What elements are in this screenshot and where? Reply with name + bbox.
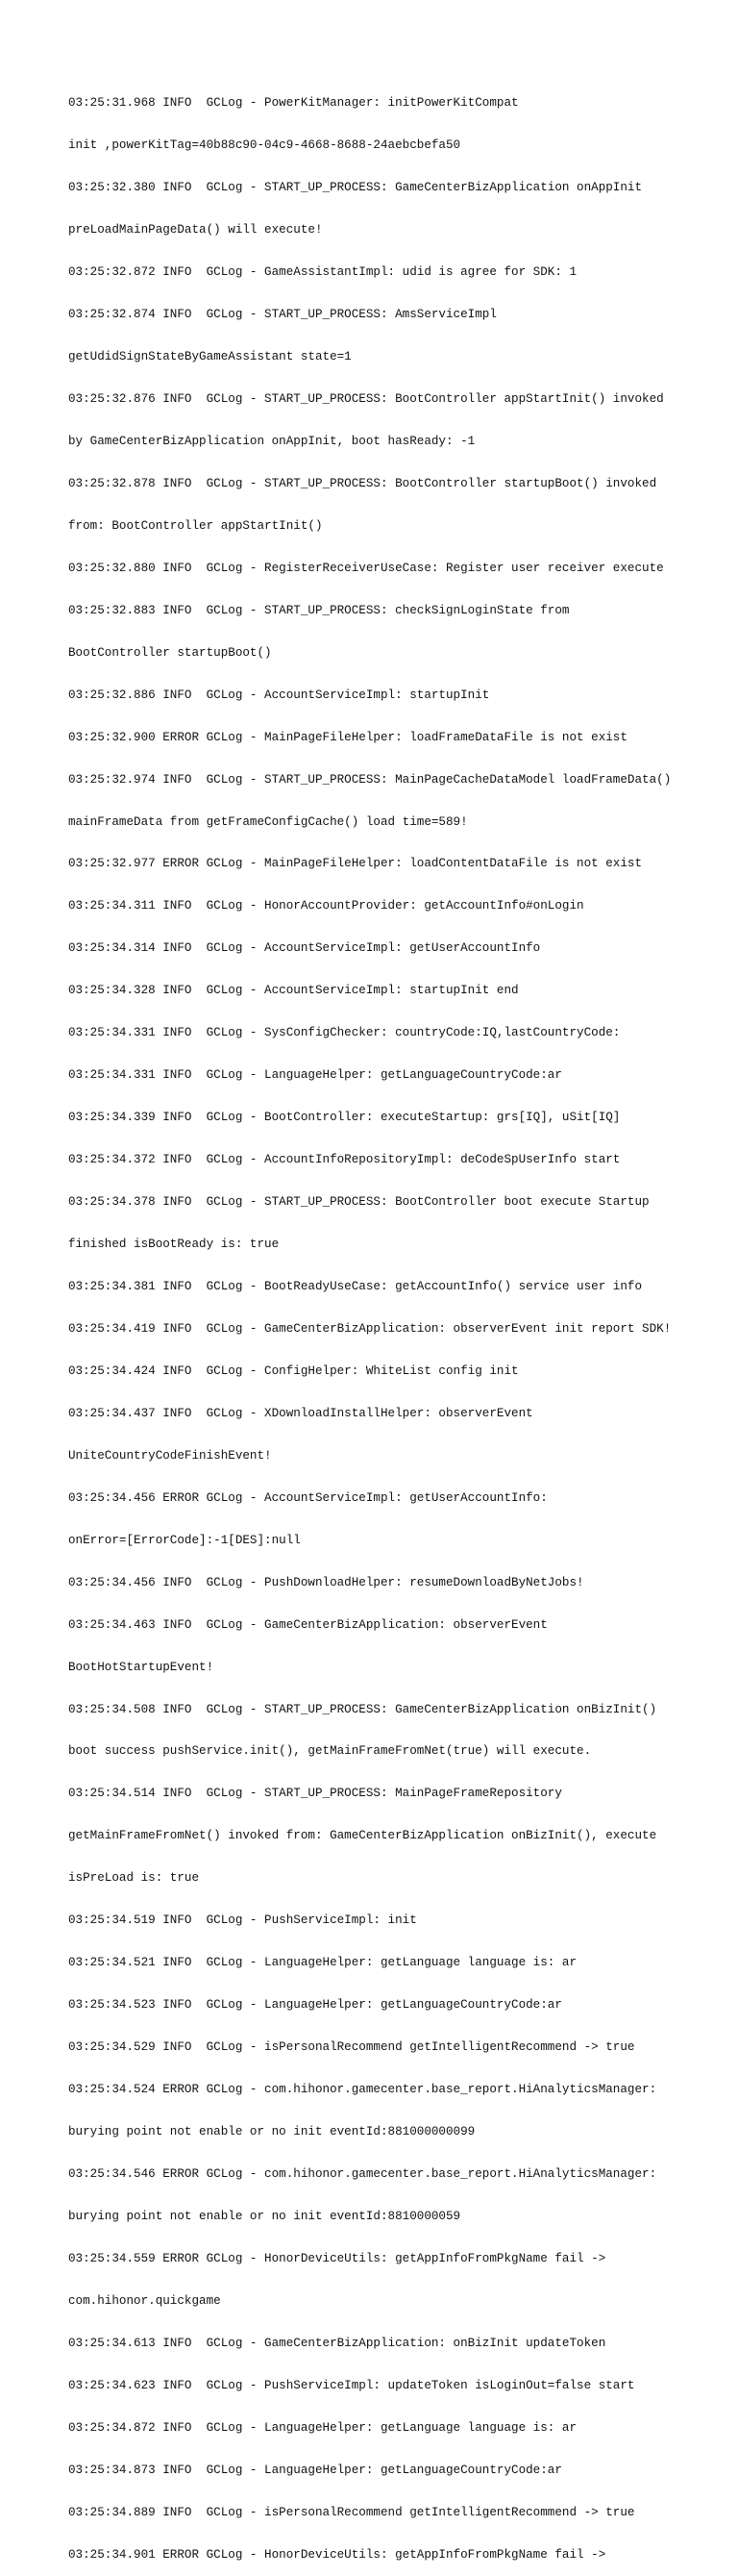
log-line: 03:25:34.872 INFO GCLog - LanguageHelper: getLanguage language is: ar: [68, 2420, 578, 2435]
log-line: 03:25:34.378 INFO GCLog - START_UP_PROCESS: BootController boot execute Startup: [68, 1195, 650, 1210]
log-line: 03:25:34.559 ERROR GCLog - HonorDeviceUtils: getAppInfoFromPkgName fail ->: [68, 2251, 606, 2265]
log-line: 03:25:34.419 INFO GCLog - GameCenterBizApplication: observerEvent init report SDK!: [68, 1321, 672, 1336]
log-line: 03:25:34.339 INFO GCLog - BootController: executeStartup: grs[IQ], uSit[IQ]: [68, 1111, 621, 1125]
log-line: 03:25:32.380 INFO GCLog - START_UP_PROCESS: GameCenterBizApplication onAppInit: [68, 181, 643, 195]
log-line: isPreLoad is: true: [68, 1871, 200, 1886]
log-line: 03:25:34.381 INFO GCLog - BootReadyUseCase: getAccountInfo() service user info: [68, 1280, 643, 1293]
log-line: burying point not enable or no init eventId:8810000059: [68, 2209, 461, 2223]
log-line: onError=[ErrorCode]:-1[DES]:null: [68, 1533, 301, 1547]
log-line: 03:25:32.876 INFO GCLog - START_UP_PROCESS: BootController appStartInit() invoked: [68, 391, 664, 406]
log-line: 03:25:32.974 INFO GCLog - START_UP_PROCESS: MainPageCacheDataModel loadFrameData(): [68, 772, 672, 787]
log-line: 03:25:34.514 INFO GCLog - START_UP_PROCESS: MainPageFrameRepository: [68, 1787, 562, 1801]
log-line: finished isBootReady is: true: [68, 1238, 280, 1252]
log-line: 03:25:34.314 INFO GCLog - AccountServiceImpl: getUserAccountInfo: [68, 941, 541, 956]
log-line: 03:25:34.873 INFO GCLog - LanguageHelper: getLanguageCountryCode:ar: [68, 2463, 562, 2477]
log-line: 03:25:34.437 INFO GCLog - XDownloadInstallHelper: observerEvent: [68, 1406, 533, 1420]
log-line: 03:25:34.613 INFO GCLog - GameCenterBizApplication: onBizInit updateToken: [68, 2336, 606, 2350]
log-line: getUdidSignStateByGameAssistant state=1: [68, 350, 352, 364]
log-text-block: [68, 68, 702, 2576]
log-line: 03:25:34.623 INFO GCLog - PushServiceImpl: updateToken isLoginOut=false start: [68, 2378, 635, 2392]
log-line: preLoadMainPageData() will execute!: [68, 223, 323, 238]
log-line: BootController startupBoot(): [68, 645, 272, 660]
log-line: 03:25:34.456 INFO GCLog - PushDownloadHelper: resumeDownloadByNetJobs!: [68, 1575, 584, 1589]
log-line: from: BootController appStartInit(): [68, 518, 323, 533]
log-line: 03:25:34.331 INFO GCLog - LanguageHelper: getLanguageCountryCode:ar: [68, 1068, 562, 1083]
log-line: BootHotStartupEvent!: [68, 1660, 214, 1674]
log-line: 03:25:34.889 INFO GCLog - isPersonalRecommend getIntelligentRecommend -> true: [68, 2505, 635, 2519]
log-line: 03:25:34.328 INFO GCLog - AccountServiceImpl: startupInit end: [68, 984, 519, 998]
log-line: 03:25:32.878 INFO GCLog - START_UP_PROCESS: BootController startupBoot() invoked: [68, 476, 657, 490]
log-line: 03:25:34.529 INFO GCLog - isPersonalRecommend getIntelligentRecommend -> true: [68, 2040, 635, 2055]
log-line: 03:25:34.424 INFO GCLog - ConfigHelper: WhiteList config init: [68, 1363, 519, 1378]
log-line: getMainFrameFromNet() invoked from: GameCenterBizApplication onBizInit(), execute: [68, 1829, 657, 1843]
log-line: 03:25:32.900 ERROR GCLog - MainPageFileHelper: loadFrameDataFile is not exist: [68, 730, 627, 744]
log-line: com.hihonor.quickgame: [68, 2293, 221, 2308]
log-line: 03:25:31.968 INFO GCLog - PowerKitManager: initPowerKitCompat: [68, 96, 519, 111]
log-line: by GameCenterBizApplication onAppInit, boot hasReady: -1: [68, 434, 476, 448]
log-line: 03:25:34.524 ERROR GCLog - com.hihonor.gamecenter.base_report.HiAnalyticsManager:: [68, 2083, 657, 2097]
log-line: 03:25:34.456 ERROR GCLog - AccountServiceImpl: getUserAccountInfo:: [68, 1490, 548, 1505]
log-line: 03:25:34.519 INFO GCLog - PushServiceImpl: init: [68, 1913, 417, 1928]
log-line: 03:25:34.508 INFO GCLog - START_UP_PROCESS: GameCenterBizApplication onBizInit(): [68, 1702, 657, 1716]
log-line: UniteCountryCodeFinishEvent!: [68, 1448, 272, 1463]
log-line: 03:25:32.872 INFO GCLog - GameAssistantImpl: udid is agree for SDK: 1: [68, 265, 578, 280]
log-line: 03:25:32.883 INFO GCLog - START_UP_PROCESS: checkSignLoginState from: [68, 603, 570, 617]
log-line: init ,powerKitTag=40b88c90-04c9-4668-8688-24aebcbefa50: [68, 138, 461, 153]
log-line: 03:25:34.463 INFO GCLog - GameCenterBizApplication: observerEvent: [68, 1617, 548, 1632]
log-line: 03:25:34.372 INFO GCLog - AccountInfoRepositoryImpl: deCodeSpUserInfo start: [68, 1153, 621, 1167]
log-line: mainFrameData from getFrameConfigCache() load time=589!: [68, 814, 468, 829]
log-line: 03:25:34.523 INFO GCLog - LanguageHelper: getLanguageCountryCode:ar: [68, 1998, 562, 2013]
log-line: 03:25:32.880 INFO GCLog - RegisterReceiverUseCase: Register user receiver execute: [68, 561, 664, 575]
log-line: 03:25:32.977 ERROR GCLog - MainPageFileHelper: loadContentDataFile is not exist: [68, 857, 643, 871]
log-line: 03:25:32.886 INFO GCLog - AccountServiceImpl: startupInit: [68, 688, 490, 702]
log-line: 03:25:34.331 INFO GCLog - SysConfigChecker: countryCode:IQ,lastCountryCode:: [68, 1026, 621, 1040]
log-line: 03:25:34.546 ERROR GCLog - com.hihonor.gamecenter.base_report.HiAnalyticsManager:: [68, 2167, 657, 2182]
log-line: boot success pushService.init(), getMainFrameFromNet(true) will execute.: [68, 1744, 592, 1759]
log-line: 03:25:34.901 ERROR GCLog - HonorDeviceUtils: getAppInfoFromPkgName fail ->: [68, 2547, 606, 2562]
log-line: 03:25:32.874 INFO GCLog - START_UP_PROCESS: AmsServiceImpl: [68, 308, 497, 322]
log-line: 03:25:34.311 INFO GCLog - HonorAccountProvider: getAccountInfo#onLogin: [68, 899, 584, 913]
log-line: burying point not enable or no init eventId:881000000099: [68, 2125, 476, 2139]
log-line: 03:25:34.521 INFO GCLog - LanguageHelper: getLanguage language is: ar: [68, 1956, 578, 1970]
